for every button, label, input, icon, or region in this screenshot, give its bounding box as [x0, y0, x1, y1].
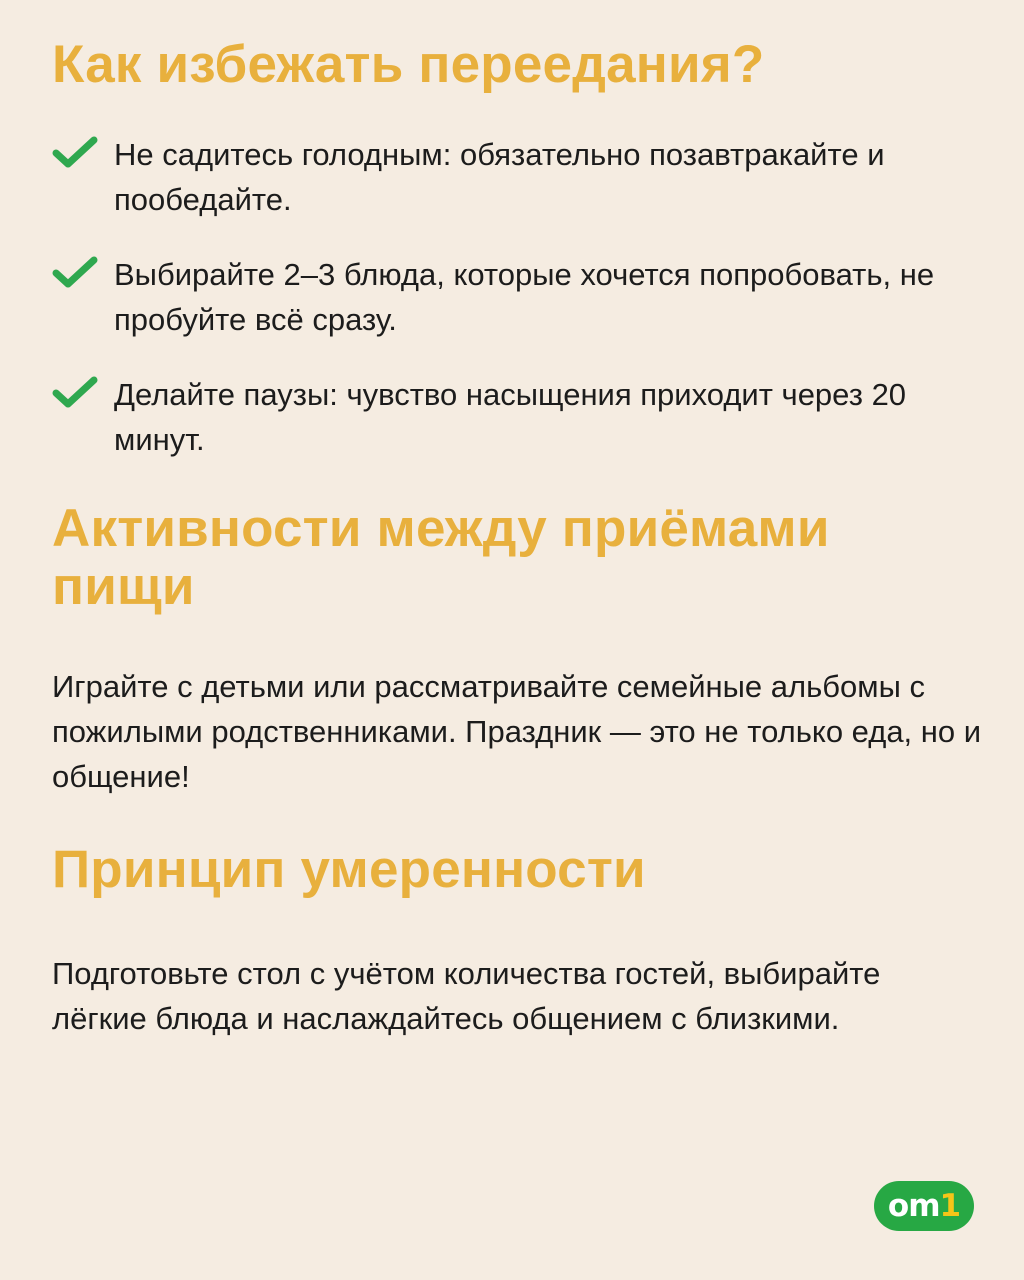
section-title-overeating: Как избежать переедания? [52, 35, 765, 94]
list-item-text: Выбирайте 2–3 блюда, которые хочется попробовать, не пробуйте всё сразу. [114, 257, 935, 337]
list-item-text: Делайте паузы: чувство насыщения приходит через 20 минут. [114, 377, 907, 457]
tips-checklist [52, 132, 982, 462]
logo-one-text: 1 [939, 1188, 961, 1224]
section-title-activities: Активности между приёмами пищи [52, 499, 830, 616]
section-title-moderation: Принцип умеренности [52, 840, 646, 899]
moderation-paragraph: Подготовьте стол с учётом количества гостей, выбирайте лёгкие блюда и наслаждайтесь общением с близкими. [52, 956, 881, 1036]
logo-om-text: om [887, 1188, 940, 1224]
article [52, 36, 982, 1041]
checkmark-icon [52, 254, 98, 290]
checkmark-icon [52, 134, 98, 170]
list-item-text: Не садитесь голодным: обязательно позавтракайте и пообедайте. [114, 137, 885, 217]
activities-paragraph: Играйте с детьми или рассматривайте семейные альбомы с пожилыми родственниками. Праздник — это не только еда, но и общение! [52, 669, 982, 794]
list-item [52, 252, 982, 342]
list-item [52, 132, 982, 222]
checkmark-icon [52, 374, 98, 410]
om1-logo [874, 1181, 974, 1231]
list-item [52, 372, 982, 462]
